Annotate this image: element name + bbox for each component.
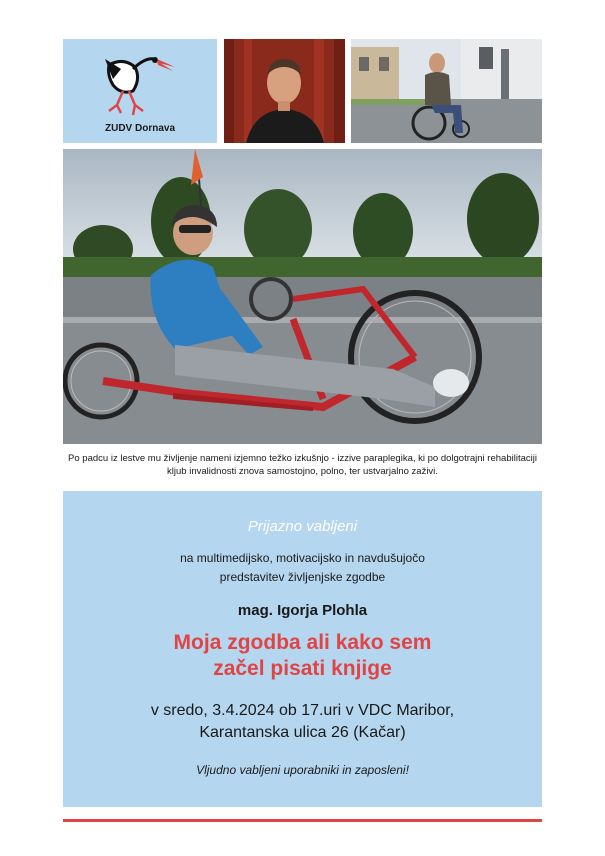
greeting: Prijazno vabljeni [247, 518, 358, 535]
description-line-1: na multimedijsko, motivacijsko in navdušujočo [180, 551, 425, 565]
invitation-panel [63, 491, 542, 807]
handbike-photo [63, 149, 542, 444]
photo-caption [55, 452, 550, 478]
event-date-time: v sredo, 3.4.2024 ob 17.uri v VDC Maribor, [150, 702, 455, 719]
organization-name: ZUDV Dornava [104, 123, 175, 134]
caption-line-2: kljub invalidnosti znova samostojno, polno, ter ustvarjalno zaživi. [167, 466, 438, 477]
portrait-photo [224, 39, 345, 143]
event-title-line-1: Moja zgodba ali kako sem [173, 631, 432, 654]
speaker-name: mag. Igorja Plohla [237, 602, 368, 619]
event-address: Karantanska ulica 26 (Kačar) [199, 724, 406, 741]
caption-line-1: Po padcu iz lestve mu življenje nameni izjemno težko izkušnjo - izzive paraplegika, ki po dolgotrajni rehabilitaciji [68, 453, 537, 464]
footer-divider [63, 819, 542, 822]
event-title-line-2: začel pisati knjige [213, 657, 392, 680]
stork-icon [63, 39, 217, 123]
organization-logo [63, 39, 217, 143]
closing-invitation: Vljudno vabljeni uporabniki in zaposleni! [196, 763, 409, 777]
wheelchair-photo [351, 39, 542, 143]
description-line-2: predstavitev življenjske zgodbe [219, 570, 386, 584]
